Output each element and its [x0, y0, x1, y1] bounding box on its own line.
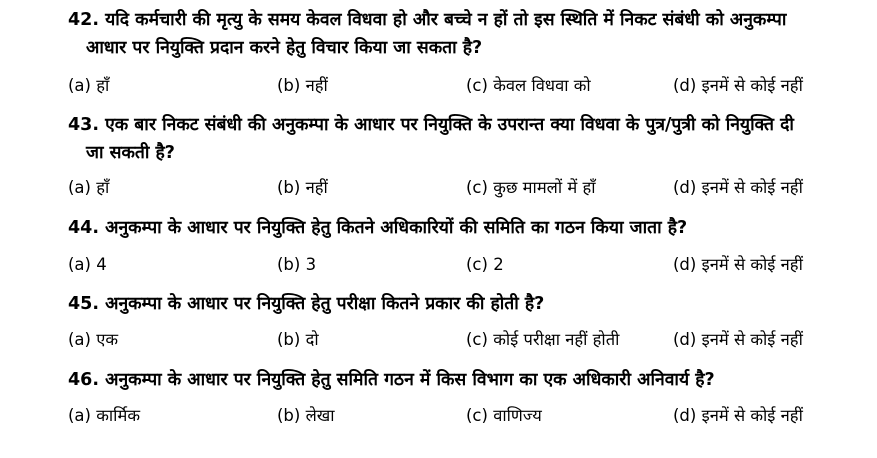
option-d: (d) इनमें से कोई नहीं — [673, 330, 803, 349]
question-text-line: जा सकती है? — [86, 143, 175, 163]
option-b: (b) नहीं — [277, 178, 328, 197]
options-45 — [68, 328, 868, 352]
option-a: (a) कार्मिक — [68, 406, 140, 425]
option-c: (c) कोई परीक्षा नहीं होती — [466, 330, 620, 349]
option-c: (c) 2 — [466, 255, 504, 274]
option-d: (d) इनमें से कोई नहीं — [673, 255, 803, 274]
question-44 — [68, 214, 868, 242]
question-text-line: 46. अनुकम्पा के आधार पर नियुक्ति हेतु समिति गठन में किस विभाग का एक अधिकारी अनिवार्य है? — [68, 370, 715, 390]
option-d: (d) इनमें से कोई नहीं — [673, 76, 803, 95]
option-d: (d) इनमें से कोई नहीं — [673, 406, 803, 425]
option-d: (d) इनमें से कोई नहीं — [673, 178, 803, 197]
question-45 — [68, 290, 868, 318]
option-b: (b) लेखा — [277, 406, 335, 425]
option-c: (c) कुछ मामलों में हाँ — [466, 178, 596, 197]
option-a: (a) हाँ — [68, 178, 110, 197]
options-44 — [68, 253, 868, 277]
question-42 — [68, 6, 868, 62]
question-text-line: आधार पर नियुक्ति प्रदान करने हेतु विचार किया जा सकता है? — [86, 38, 483, 58]
option-a: (a) 4 — [68, 255, 107, 274]
option-b: (b) नहीं — [277, 76, 328, 95]
option-c: (c) केवल विधवा को — [466, 76, 591, 95]
option-c: (c) वाणिज्य — [466, 406, 542, 425]
options-42 — [68, 74, 868, 98]
option-a: (a) हाँ — [68, 76, 110, 95]
option-b: (b) 3 — [277, 255, 317, 274]
question-text-line: 44. अनुकम्पा के आधार पर नियुक्ति हेतु कितने अधिकारियों की समिति का गठन किया जाता है? — [68, 218, 688, 238]
question-text-line: 42. यदि कर्मचारी की मृत्यु के समय केवल विधवा हो और बच्चे न हों तो इस स्थिति में निकट संबंधी को अनुकम्पा — [68, 10, 787, 30]
question-text-line: 43. एक बार निकट संबंधी की अनुकम्पा के आधार पर नियुक्ति के उपरान्त क्या विधवा के पुत्र/पुत्री को नियुक्ति दी — [68, 115, 794, 135]
options-46 — [68, 404, 868, 428]
options-43 — [68, 176, 868, 200]
option-b: (b) दो — [277, 330, 319, 349]
question-text-line: 45. अनुकम्पा के आधार पर नियुक्ति हेतु परीक्षा कितने प्रकार की होती है? — [68, 294, 545, 314]
question-43 — [68, 111, 868, 167]
option-a: (a) एक — [68, 330, 119, 349]
question-46 — [68, 366, 868, 394]
